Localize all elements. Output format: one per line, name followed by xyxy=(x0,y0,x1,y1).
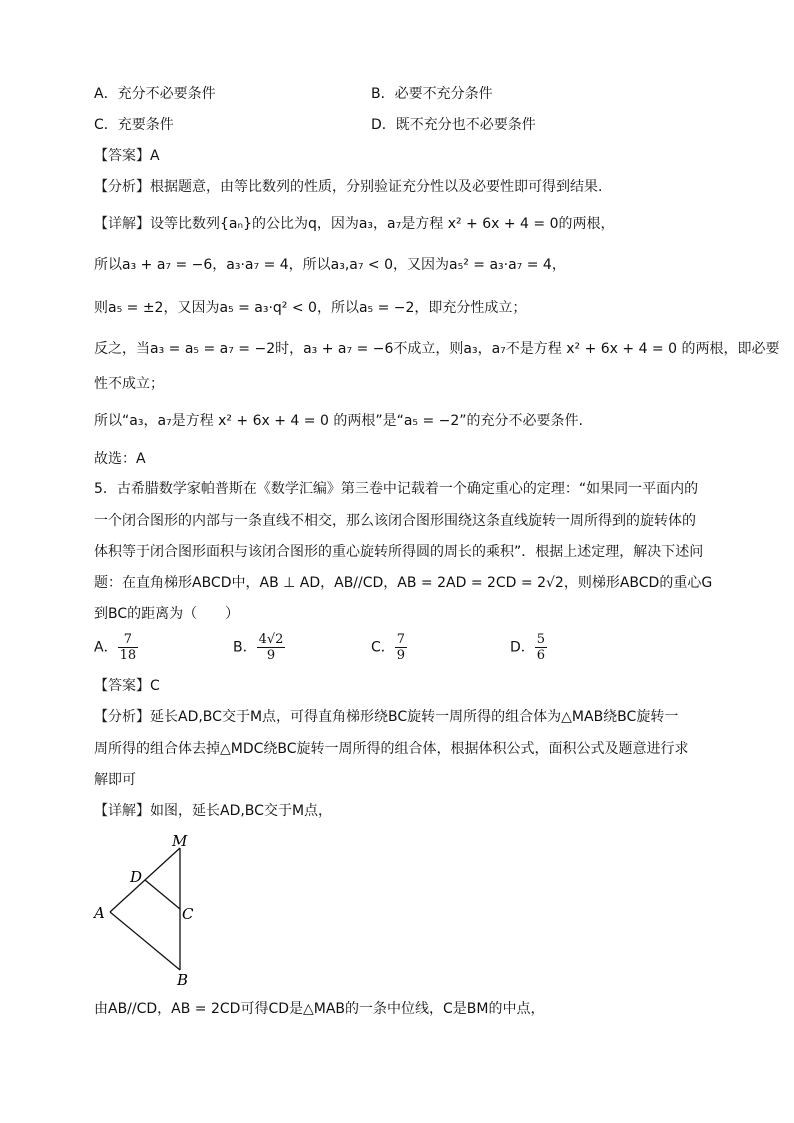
q5-option-b xyxy=(233,632,285,663)
q5-stem-line-1: 5．古希腊数学家帕普斯在《数学汇编》第三卷中记载着一个确定重心的定理：“如果同一平面内的 xyxy=(94,481,699,497)
q5-option-c xyxy=(371,632,407,663)
q5-stem-line-3: 体积等于闭合图形面积与该闭合图形的重心旋转所得圆的周长的乘积”．根据上述定理，解决下述问 xyxy=(94,544,704,560)
q4-choose-line: 故选：A xyxy=(94,451,146,467)
fraction: $\frac{5}{6}$ xyxy=(536,632,546,663)
q5-analysis-line-1 xyxy=(94,707,678,727)
q5-stem-line-4: 题：在直角梯形ABCD中，AB ⊥ AD，AB//CD，AB = 2AD = 2CD = 2√2，则梯形ABCD的重心G xyxy=(94,575,713,591)
q5-analysis-line-3: 解即可 xyxy=(94,772,136,788)
q4-detail-line-6: 所以“a₃，a₇是方程 x² + 6x + 4 = 0 的两根”是“a₅ = −2”的充分不必要条件. xyxy=(94,413,584,429)
label-a: A xyxy=(94,904,105,922)
answer-value: C xyxy=(150,678,160,694)
option-label: A． xyxy=(94,639,118,656)
q4-detail-line-1 xyxy=(94,214,615,234)
q4-option-a: A．充分不必要条件 xyxy=(94,86,216,102)
analysis-tag: 【分析】 xyxy=(94,709,150,725)
analysis-text: 根据题意，由等比数列的性质，分别验证充分性以及必要性即可得到结果. xyxy=(150,179,603,195)
trapezoid-figure xyxy=(90,830,210,990)
detail-tag: 【详解】 xyxy=(94,803,150,819)
option-label: C． xyxy=(371,639,395,656)
detail-text: 如图，延长AD,BC交于M点， xyxy=(150,803,333,819)
fraction: $\frac{4√2}{9}$ xyxy=(258,632,284,663)
option-label: D． xyxy=(510,639,535,656)
fraction: $\frac{7}{18}$ xyxy=(119,632,137,663)
q4-detail-line-3: 则a₅ = ±2，又因为a₅ = a₃·q² < 0，所以a₅ = −2，即充分性成立； xyxy=(94,300,527,316)
q5-analysis-line-2: 周所得的组合体去掉△MDC绕BC旋转一周所得的组合体，根据体积公式，面积公式及题意进行求 xyxy=(94,741,689,757)
q5-final-line: 由AB//CD，AB = 2CD可得CD是△MAB的一条中位线，C是BM的中点， xyxy=(94,1001,545,1017)
q5-stem-line-2: 一个闭合图形的内部与一条直线不相交，那么该闭合图形围绕这条直线旋转一周所得到的旋转体的 xyxy=(94,513,696,529)
analysis-text: 延长AD,BC交于M点，可得直角梯形绕BC旋转一周所得的组合体为△MAB绕BC旋转一 xyxy=(150,709,679,725)
q4-option-b: B．必要不充分条件 xyxy=(371,86,493,102)
label-c: C xyxy=(182,905,194,923)
q5-option-a xyxy=(94,632,138,663)
analysis-tag: 【分析】 xyxy=(94,179,150,195)
label-m: M xyxy=(172,832,188,850)
answer-tag: 【答案】 xyxy=(94,678,150,694)
q4-detail-line-2: 所以a₃ + a₇ = −6，a₃·a₇ = 4，所以a₃,a₇ < 0，又因为a₅² = a₃·a₇ = 4， xyxy=(94,257,566,273)
q4-option-d: D．既不充分也不必要条件 xyxy=(371,117,536,133)
q5-stem-line-5: 到BC的距离为（ ） xyxy=(94,606,240,622)
q4-detail-line-4: 反之，当a₃ = a₅ = a₇ = −2时，a₃ + a₇ = −6不成立，则a₃，a₇不是方程 x² + 6x + 4 = 0 的两根，即必要 xyxy=(94,341,780,357)
label-d: D xyxy=(130,868,143,886)
q4-option-c: C．充要条件 xyxy=(94,117,174,133)
q5-detail-line-1 xyxy=(94,801,332,821)
answer-value: A xyxy=(150,148,160,164)
q5-answer-line xyxy=(94,676,160,696)
label-b: B xyxy=(177,971,189,989)
detail-tag: 【详解】 xyxy=(94,216,150,232)
answer-tag: 【答案】 xyxy=(94,148,150,164)
fraction: $\frac{7}{9}$ xyxy=(396,632,406,663)
q4-analysis-line xyxy=(94,177,602,197)
q4-answer-line xyxy=(94,146,160,166)
option-label: B． xyxy=(233,639,257,656)
segment-ab xyxy=(110,912,180,970)
q5-option-d xyxy=(510,632,547,663)
detail-text: 设等比数列{aₙ}的公比为q，因为a₃，a₇是方程 x² + 6x + 4 = 0的两根， xyxy=(150,216,615,232)
segment-dc xyxy=(145,880,180,909)
q4-detail-line-5: 性不成立； xyxy=(94,376,164,392)
